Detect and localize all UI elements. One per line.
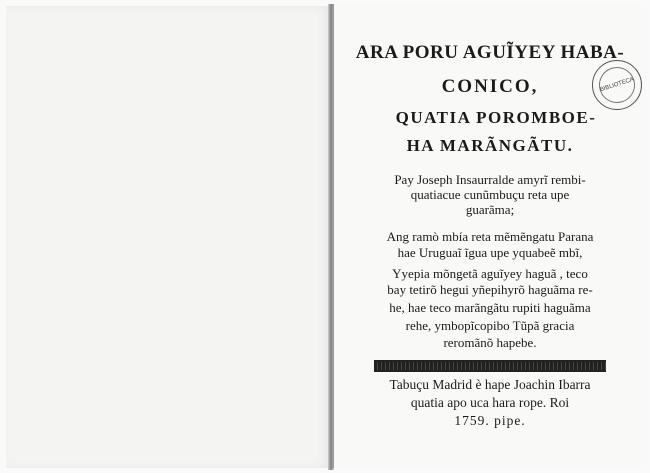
blank-verso-page bbox=[6, 6, 331, 468]
title-line-4: HA MARÃNGÃTU. bbox=[406, 136, 574, 155]
library-stamp-text: BIBLIOTECA bbox=[594, 62, 639, 107]
imprint-line-3: 1759. pipe. bbox=[454, 413, 526, 428]
title-line-1: ARA PORU AGUĨYEY HABA- bbox=[355, 42, 625, 63]
title-line-2: CONICO, bbox=[441, 76, 539, 97]
body-line-10: reromãnõ hapebe. bbox=[443, 335, 537, 350]
title-line-3: QUATIA POROMBOE- bbox=[395, 108, 597, 127]
title-page bbox=[332, 4, 646, 468]
ornamental-rule bbox=[374, 360, 606, 372]
body-line-2: quatiacue cunũmbuçu reta upe bbox=[410, 187, 570, 202]
imprint-line-2: quatia apo uca hara rope. Roi bbox=[410, 395, 570, 410]
body-line-4: Ang ramò mbía reta mẽmẽngatu Parana bbox=[386, 229, 594, 244]
imprint-line-1: Tabuçu Madrid è hape Joachin Ibarra bbox=[389, 377, 591, 392]
body-line-6: Yyepia mõngetã aguĩyey haguã , teco bbox=[392, 266, 588, 281]
body-line-8: he, hae teco marãngãtu rupiti haguãma bbox=[389, 300, 591, 315]
body-line-7: bay tetirõ hegui yñepihyrõ haguãma re- bbox=[387, 282, 593, 297]
body-line-1: Pay Joseph Insaurralde amyrĩ rembi- bbox=[394, 172, 586, 187]
body-line-3: guarãma; bbox=[465, 202, 515, 217]
body-line-9: rehe, ymbopĩcopibo Tũpã gracia bbox=[405, 318, 575, 333]
body-line-5: hae Uruguaĩ ĩgua upe yquabeẽ mbĩ, bbox=[397, 245, 583, 260]
